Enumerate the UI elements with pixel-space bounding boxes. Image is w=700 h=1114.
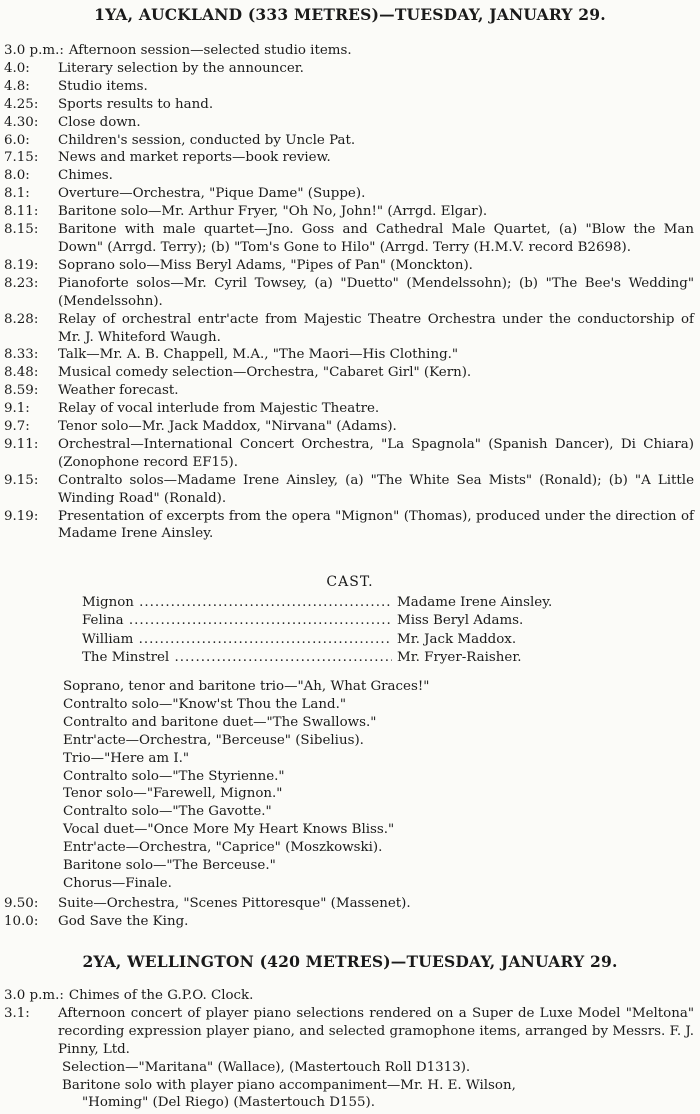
schedule-entry: 8.11: Baritone solo—Mr. Arthur Fryer, "Oh No, John!" (Arrgd. Elgar). (4, 204, 488, 220)
schedule-entry: 4.30: Close down. (4, 114, 141, 130)
schedule-entry: 9.11: Orchestral—International Concert Orchestra, "La Spagnola" (Spanish Dancer), Di Chiara) (Zonophone record EF15). (4, 436, 694, 470)
cast-title: CAST. (326, 574, 374, 590)
programme-item: Baritone solo—"The Berceuse." (63, 858, 276, 874)
section-heading-2ya: 2YA, WELLINGTON (420 METRES)—TUESDAY, JANUARY 29. (82, 952, 618, 971)
cast-actor: Mr. Fryer-Raisher. (397, 649, 522, 665)
schedule-entry: 9.7: Tenor solo—Mr. Jack Maddox, "Nirvana" (Adams). (4, 419, 397, 435)
programme-item: Soprano, tenor and baritone trio—"Ah, What Graces!" (63, 679, 430, 694)
cast-row (82, 631, 552, 649)
schedule-entry: 8.59: Weather forecast. (4, 383, 179, 399)
cast-role: William ..... (82, 631, 392, 649)
programme-item: Contralto and baritone duet—"The Swallows." (63, 714, 377, 730)
schedule-entry: 3.0 p.m.: Chimes of the G.P.O. Clock. (4, 988, 254, 1003)
schedule-entry: 4.25: Sports results to hand. (4, 96, 214, 112)
schedule-entry: 8.0: Chimes. (4, 168, 113, 184)
schedule-entry: 9.19: Presentation of excerpts from the opera "Mignon" (Thomas), produced under the direction of Madame Irene Ainsley. (4, 508, 694, 542)
sub-item: "Homing" (Del Riego) (Mastertouch D155). (82, 1095, 376, 1111)
schedule-entry: 8.48: Musical comedy selection—Orchestra, "Cabaret Girl" (Kern). (4, 365, 472, 381)
schedule-entry: 8.19: Soprano solo—Miss Beryl Adams, "Pipes of Pan" (Monckton). (4, 257, 473, 273)
schedule-entry: 9.1: Relay of vocal interlude from Majestic Theatre. (4, 401, 380, 417)
cast-role: Felina ..... (82, 612, 392, 630)
schedule-entry: 8.15: Baritone with male quartet—Jno. Goss and Cathedral Male Quartet, (a) "Blow the Man Down" (Arrgd. Terry); (b) "Tom's Gone to Hilo" (Arrgd. Terry (H.M.V. record B2698). (4, 222, 694, 255)
cast-list (82, 594, 552, 667)
schedule-1ya (4, 42, 694, 543)
schedule-entry: 4.0: Literary selection by the announcer. (4, 60, 304, 76)
cast-role: Mignon ..... (82, 594, 392, 612)
programme-item: Contralto solo—"The Styrienne." (63, 768, 285, 784)
schedule-entry: 9.50: Suite—Orchestra, "Scenes Pittoresque" (Massenet). (4, 896, 411, 911)
schedule-entry: 9.15: Contralto solos—Madame Irene Ainsley, (a) "The White Sea Mists" (Ronald); (b) "A Little Winding Road" (Ronald). (4, 472, 694, 506)
section-heading-1ya: 1YA, AUCKLAND (333 METRES)—TUESDAY, JANUARY 29. (94, 5, 606, 24)
schedule-entry: 7.15: News and market reports—book review. (4, 150, 331, 166)
programme-item: Entr'acte—Orchestra, "Caprice" (Moszkowski). (63, 840, 383, 856)
closing-entries-1ya (4, 895, 694, 931)
schedule-entry: 4.8: Studio items. (4, 78, 148, 94)
schedule-entry: 8.28: Relay of orchestral entr'acte from Majestic Theatre Orchestra under the conductorship of Mr. J. Whiteford Waugh. (4, 311, 694, 345)
programme-item: Tenor solo—"Farewell, Mignon." (63, 786, 283, 802)
schedule-entry: 8.33: Talk—Mr. A. B. Chappell, M.A., "The Maori—His Clothing." (4, 347, 459, 363)
cast-row (82, 594, 552, 612)
schedule-entry: 3.1: Afternoon concert of player piano selections rendered on a Super de Luxe Model "Meltona" recording expression player piano, and selected gramophone items, arranged by Messrs. F. J. Pinny, Ltd. (4, 1005, 694, 1057)
schedule-entry: 8.1: Overture—Orchestra, "Pique Dame" (Suppe). (4, 186, 366, 202)
programme-item: Chorus—Finale. (63, 875, 172, 891)
programme-item: Vocal duet—"Once More My Heart Knows Bliss." (63, 822, 395, 838)
schedule-2ya (4, 987, 694, 1112)
sub-item: Selection—"Maritana" (Wallace), (Mastertouch Roll D1313). (62, 1059, 471, 1075)
schedule-entry: 6.0: Children's session, conducted by Uncle Pat. (4, 132, 356, 148)
cast-row (82, 649, 552, 667)
cast-row (82, 612, 552, 630)
schedule-entry: 8.23: Pianoforte solos—Mr. Cyril Towsey, (a) "Duetto" (Mendelssohn); (b) "The Bee's Wedding" (Mendelssohn). (4, 275, 694, 309)
schedule-entry: 3.0 p.m.: Afternoon session—selected studio items. (4, 43, 352, 58)
cast-role: The Minstrel ..... (82, 649, 392, 667)
programme-item: Contralto solo—"The Gavotte." (63, 804, 272, 820)
cast-actor: Miss Beryl Adams. (397, 613, 524, 629)
programme-item: Entr'acte—Orchestra, "Berceuse" (Sibelius). (63, 732, 364, 748)
cast-actor: Madame Irene Ainsley. (397, 595, 553, 610)
programme-item: Contralto solo—"Know'st Thou the Land." (63, 696, 347, 712)
opera-programme (63, 678, 429, 893)
schedule-entry: 10.0: God Save the King. (4, 913, 189, 929)
programme-item: Trio—"Here am I." (63, 750, 190, 766)
cast-actor: Mr. Jack Maddox. (397, 631, 517, 647)
sub-item: Baritone solo with player piano accompaniment—Mr. H. E. Wilson, (62, 1077, 516, 1093)
